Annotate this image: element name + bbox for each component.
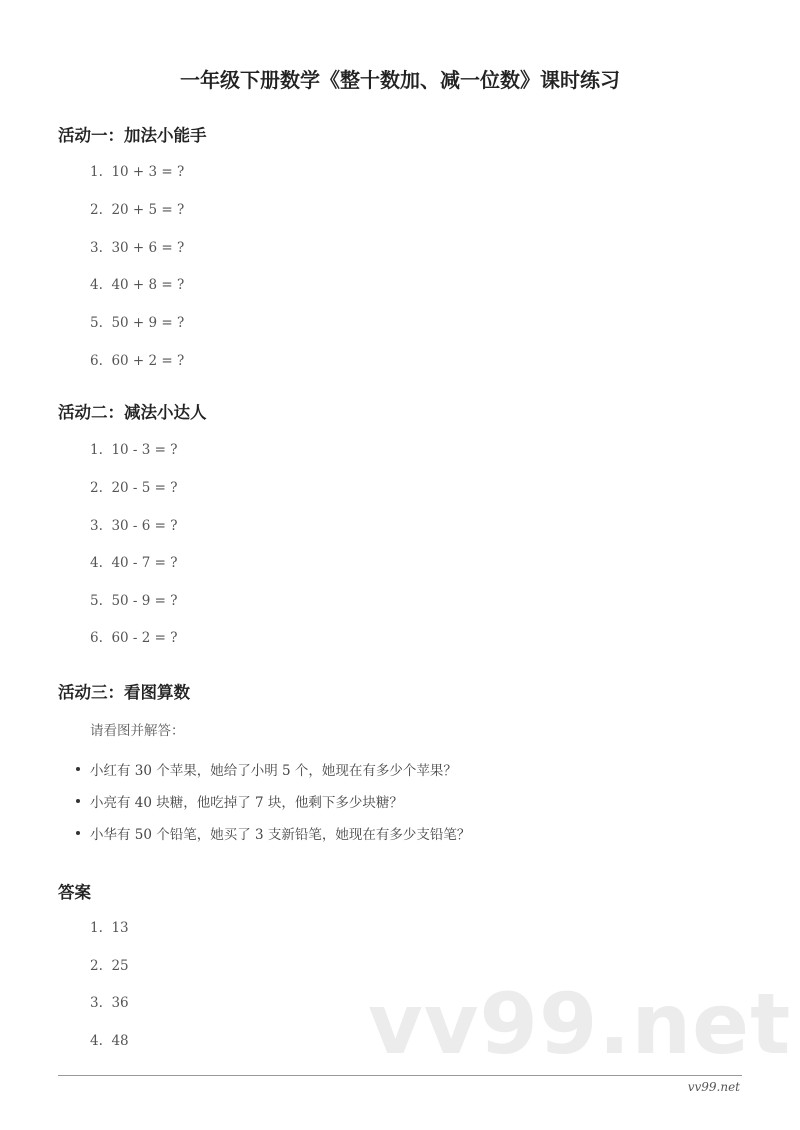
list-item: 3. 30 + 6 = ? xyxy=(90,240,185,256)
footer-divider xyxy=(58,1075,742,1076)
answer-item: 1. 13 xyxy=(90,920,129,936)
list-item: 2. 20 - 5 = ? xyxy=(90,480,178,496)
answer-item: 2. 25 xyxy=(90,958,129,974)
list-item: 1. 10 + 3 = ? xyxy=(90,164,185,180)
answer-item: 3. 36 xyxy=(90,995,129,1011)
answer-item: 4. 48 xyxy=(90,1033,129,1049)
footer-text: vv99.net xyxy=(687,1080,740,1094)
section-heading-answers: 答案 xyxy=(58,883,91,902)
list-item: 5. 50 - 9 = ? xyxy=(90,593,178,609)
list-item: 6. 60 + 2 = ? xyxy=(90,353,185,369)
bullet-item: 小华有 50 个铅笔，她买了 3 支新铅笔，她现在有多少支铅笔？ xyxy=(76,823,470,843)
list-item: 3. 30 - 6 = ? xyxy=(90,518,178,534)
section-heading-addition: 活动一：加法小能手 xyxy=(58,126,207,145)
bullet-item: 小亮有 40 块糖，他吃掉了 7 块，他剩下多少块糖？ xyxy=(76,791,403,811)
list-item: 4. 40 - 7 = ? xyxy=(90,555,178,571)
page-title: 一年级下册数学《整十数加、减一位数》课时练习 xyxy=(180,68,620,92)
list-item: 6. 60 - 2 = ? xyxy=(90,630,178,646)
section-heading-picture: 活动三：看图算数 xyxy=(58,683,190,702)
watermark: vv99.net xyxy=(368,975,792,1073)
list-item: 2. 20 + 5 = ? xyxy=(90,202,185,218)
list-item: 1. 10 - 3 = ? xyxy=(90,442,178,458)
section-heading-subtraction: 活动二：减法小达人 xyxy=(58,403,207,422)
intro-text: 请看图并解答： xyxy=(90,723,185,739)
bullet-item: 小红有 30 个苹果，她给了小明 5 个，她现在有多少个苹果？ xyxy=(76,759,457,779)
list-item: 4. 40 + 8 = ? xyxy=(90,277,185,293)
list-item: 5. 50 + 9 = ? xyxy=(90,315,185,331)
